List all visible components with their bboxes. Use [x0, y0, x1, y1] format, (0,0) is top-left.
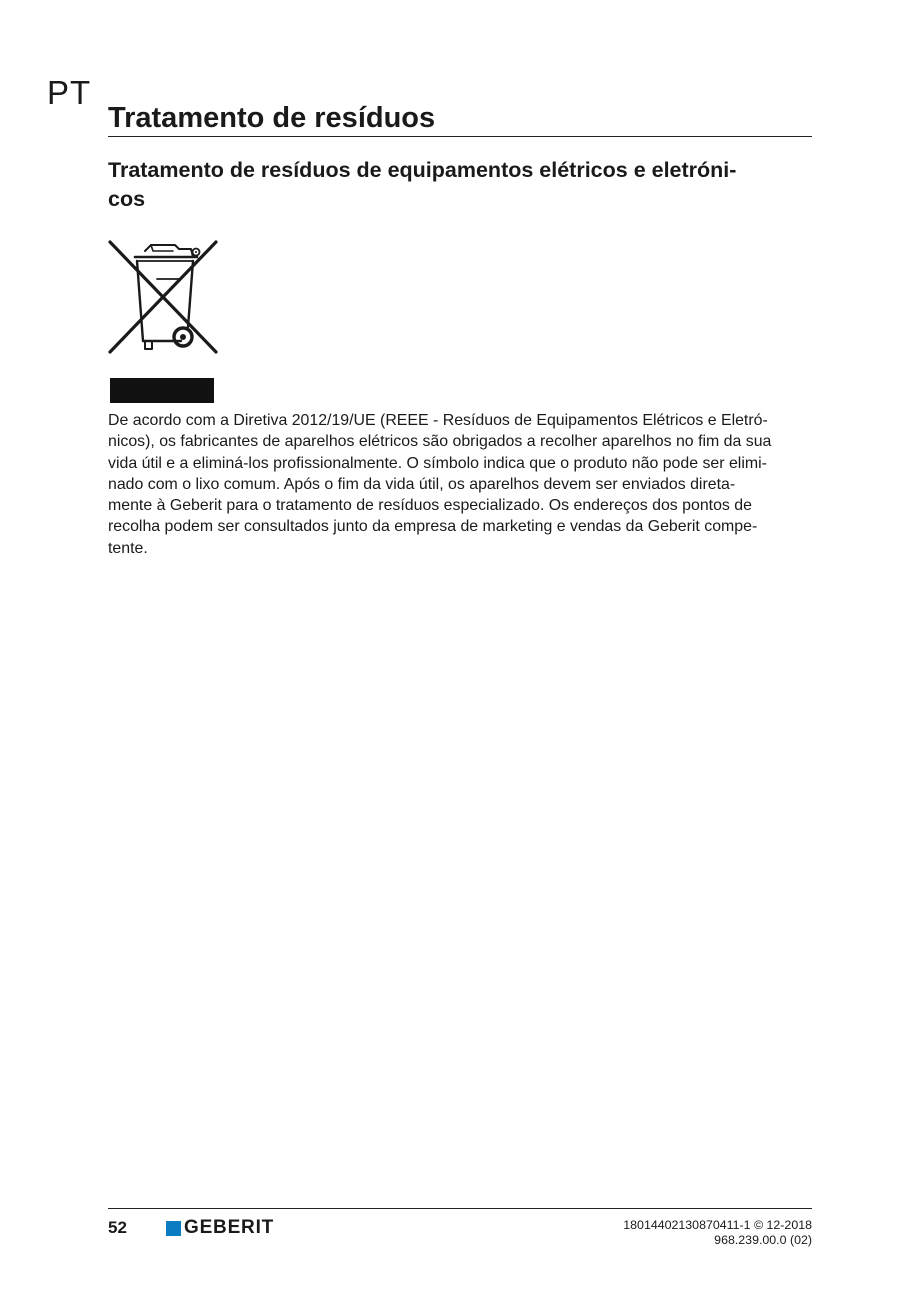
body-line: nicos), os fabricantes de aparelhos elétricos são obrigados a recolher aparelhos no fim da sua — [108, 433, 772, 451]
document-code: 18014402130870411-1 © 12-2018 — [623, 1218, 812, 1232]
article-number: 968.239.00.0 (02) — [714, 1233, 812, 1247]
section-heading-line: Tratamento de resíduos de equipamentos elétricos e eletróni- — [108, 158, 737, 182]
body-line: De acordo com a Diretiva 2012/19/UE (REEE - Resíduos de Equipamentos Elétricos e Eletró- — [108, 412, 768, 429]
geberit-logo — [166, 1216, 274, 1240]
body-paragraph — [108, 410, 818, 559]
brand-name: GEBERIT — [184, 1217, 275, 1238]
crossed-out-wheelie-bin-icon — [107, 239, 219, 355]
section-heading-line: cos — [108, 187, 146, 211]
page-number: 52 — [108, 1218, 127, 1237]
weee-marking-bar — [110, 378, 214, 403]
body-line: tente. — [108, 539, 148, 557]
page-title: Tratamento de resíduos — [108, 102, 436, 134]
body-line: nado com o lixo comum. Após o fim da vida útil, os aparelhos devem ser enviados direta- — [108, 475, 736, 493]
body-line: vida útil e a eliminá-los profissionalmente. O símbolo indica que o produto não pode ser elimi- — [108, 454, 767, 472]
body-line: mente à Geberit para o tratamento de resíduos especializado. Os endereços dos pontos de — [108, 497, 752, 515]
title-divider — [108, 136, 812, 137]
footer-divider — [108, 1208, 812, 1209]
language-code: PT — [47, 74, 92, 111]
body-line: recolha podem ser consultados junto da empresa de marketing e vendas da Geberit compe- — [108, 518, 758, 536]
section-heading — [108, 156, 808, 214]
logo-square-icon — [166, 1221, 181, 1236]
document-meta — [623, 1218, 812, 1248]
